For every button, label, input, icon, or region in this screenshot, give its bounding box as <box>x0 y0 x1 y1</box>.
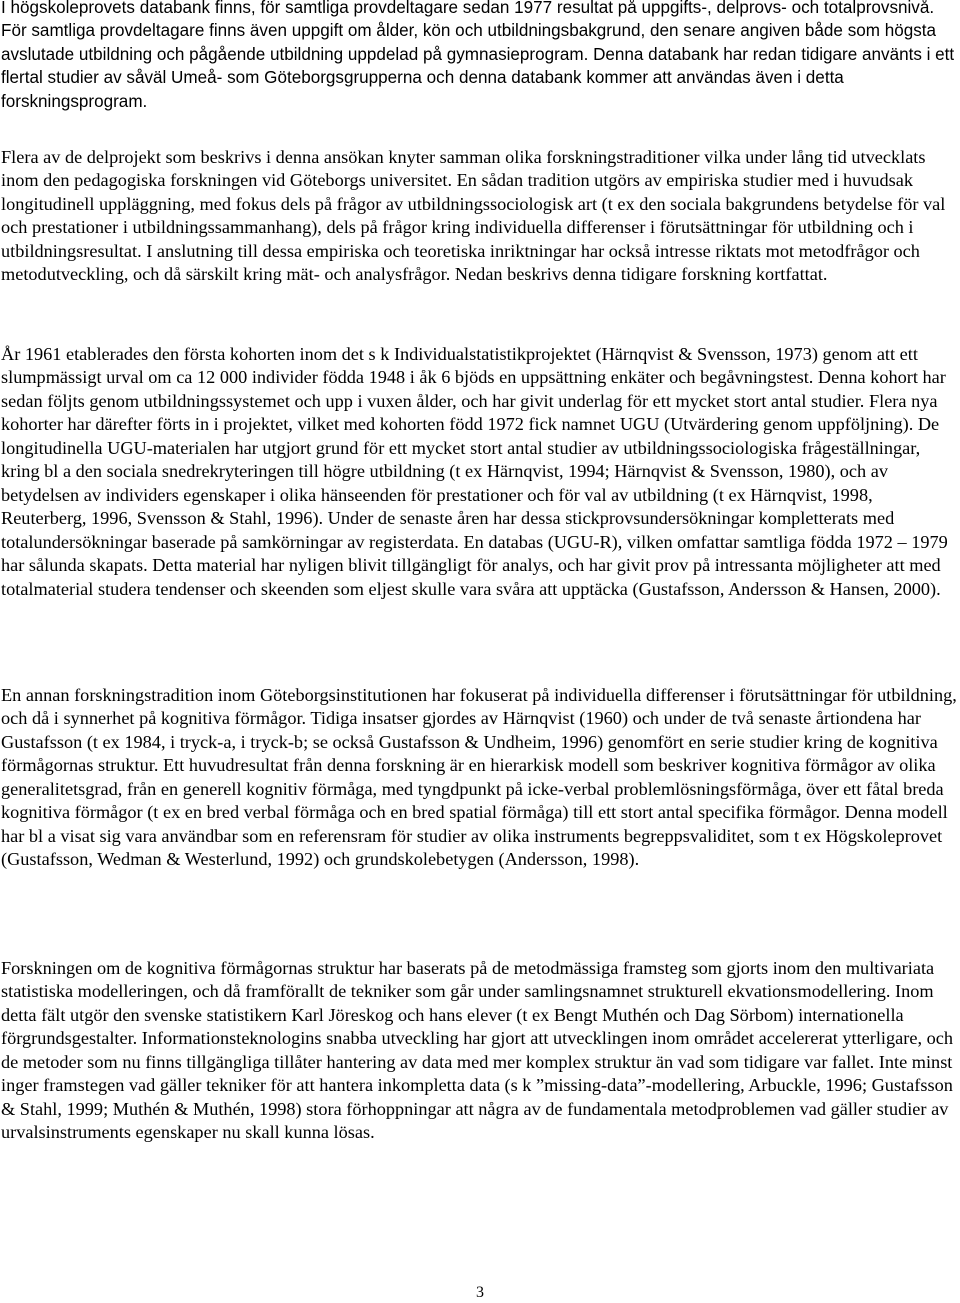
paragraph-research-traditions: Flera av de delprojekt som beskrivs i denna ansökan knyter samman olika forskningstraditioner vilka under lång tid utvecklats inom den pedagogiska forskningen vid Göteborgs universitet. En sådan tradition utgörs av empiriska studier med i huvudsak longitudinell uppläggning, med fokus dels på frågor av utbildningssociologisk art (t ex den sociala bakgrundens betydelse för val och prestationer i utbildningssammanhang), dels på frågor kring individuella differenser i förutsättningar för utbildning och i utbildningsresultat. I anslutning till dessa empiriska och teoretiska inriktningar har också intresse riktats mot metodfrågor och metodutveckling, och då särskilt kring mät- och analysfrågor. Nedan beskrivs denna tidigare forskning kortfattat. <box>1 147 946 285</box>
paragraph-cohort-studies: År 1961 etablerades den första kohorten inom det s k Individualstatistikprojektet (Härnqvist & Svensson, 1973) genom att ett slumpmässigt urval om ca 12 000 individer födda 1948 i åk 6 bjöds en uppsättning enkäter och begåvningstest. Denna kohort har sedan följts genom utbildningssystemet och upp i vuxen ålder, och har givit underlag för ett mycket stort antal studier. Flera nya kohorter har därefter förts in i projektet, vilket med kohorten född 1972 fick namnet UGU (Utvärdering genom uppföljning). De longitudinella UGU-materialen har utgjort grund för ett mycket stort antal studier av utbildningssociologiska frågeställningar, kring bl a den sociala snedrekryteringen till högre utbildning (t ex Härnqvist, 1994; Härnqvist & Svensson, 1980), och av betydelsen av individers egenskaper i olika hänseenden för prestationer och för val av utbildning (t ex Härnqvist, 1998, Reuterberg, 1996, Svensson & Stahl, 1996). Under de senaste åren har dessa stickprovsundersökningar kompletterats med totalundersökningar baserade på samkörningar av registerdata. En databas (UGU-R), vilken omfattar samtliga födda 1972 – 1979 har sålunda skapats. Detta material har nyligen blivit tillgängligt för analys, och har givit prov på intressanta möjligheter att med totalmaterial studera tendenser och skeenden som eljest skulle vara svåra att upptäcka (Gustafsson, Andersson & Hansen, 2000). <box>1 344 948 599</box>
paragraph-methodology: Forskningen om de kognitiva förmågornas struktur har baserats på de metodmässiga framsteg som gjorts inom den multivariata statistiska modelleringen, och då framförallt de tekniker som går under samlingsnamnet strukturell ekvationsmodellering. Inom detta fält utgör den svenske statistikern Karl Jöreskog och hans elever (t ex Bengt Muthén och Dag Sörbom) internationella förgrundsgestalter. Informationsteknologins snabba utveckling har gjort att utvecklingen inom området accelererat ytterligare, och de metoder som nu finns tillgängliga tillåter hantering av data med mer komplex struktur än vad som tidigare var fallet. Inte minst inger framstegen vad gäller tekniker för att hantera inkompletta data (s k ”missing-data”-modellering, Arbuckle, 1996; Gustafsson & Stahl, 1999; Muthén & Muthén, 1998) stora förhoppningar att några av de fundamentala metodproblemen vad gäller studier av urvalsinstruments egenskaper nu skall kunna lösas. <box>1 958 954 1143</box>
paragraph-databank: I högskoleprovets databank finns, för samtliga provdeltagare sedan 1977 resultat på uppgifts-, delprovs- och totalprovsnivå. För samtliga provdeltagare finns även uppgift om ålder, kön och utbildningsbakgrund, den senare angiven både som högsta avslutade utbildning och pågående utbildning uppdelad på gymnasieprogram. Denna databank har redan tidigare använts i ett flertal studier av såväl Umeå- som Göteborgsgrupperna och denna databank kommer att användas även i detta forskningsprogram. <box>1 0 955 111</box>
page-number: 3 <box>476 1284 484 1301</box>
paragraph-cognitive-abilities: En annan forskningstradition inom Göteborgsinstitutionen har fokuserat på individuella differenser i förutsättningar för utbildning, och då i synnerhet på kognitiva förmågor. Tidiga insatser gjordes av Härnqvist (1960) och under de två senaste årtiondena har Gustafsson (t ex 1984, i tryck-a, i tryck-b; se också Gustafsson & Undheim, 1996) genomfört en serie studier kring de kognitiva förmågornas struktur. Ett huvudresultat från denna forskning är en hierarkisk modell som beskriver kognitiva förmågor av olika generalitetsgrad, från en generell kognitiv förmåga, med tyngdpunkt på icke-verbal problemlösningsförmåga, över ett fåtal breda kognitiva förmågor (t ex en bred verbal förmåga och en bred spatial förmåga) till ett stort antal specifika förmågor. Denna modell har bl a visat sig vara användbar som en referensram för studier av olika instruments begreppsvaliditet, som t ex Högskoleprovet (Gustafsson, Wedman & Westerlund, 1992) och grundskolebetygen (Andersson, 1998). <box>1 685 957 870</box>
